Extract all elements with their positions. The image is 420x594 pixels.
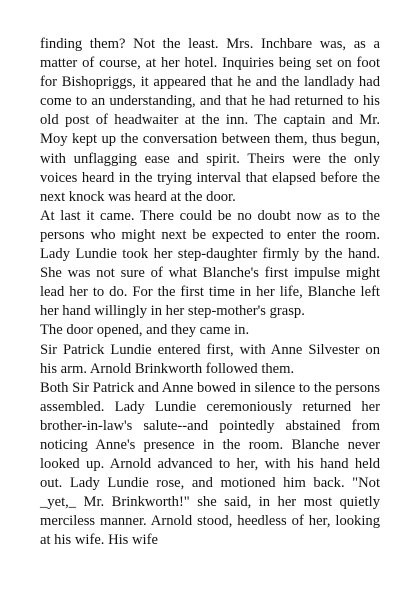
paragraph-4: Sir Patrick Lundie entered first, with Anne Silvester on his arm. Arnold Brinkworth followed them. [40,341,380,377]
paragraph-5: Both Sir Patrick and Anne bowed in silence to the persons assembled. Lady Lundie ceremoniously returned her brother-in-law's salute--and pointedly abstained from noticing Anne's presence in the room. Blanche never looked up. Arnold advanced to her, with his hand held out. Lady Lundie rose, and motioned him back. "Not _yet,_ Mr. Brinkworth!" she said, in her most quietly merciless manner. Arnold stood, heedless of her, looking at his wife. His wife [40,379,380,549]
paragraph-1: finding them? Not the least. Mrs. Inchbare was, as a matter of course, at her hotel. Inquiries being set on foot for Bishopriggs, it appeared that he and the landlady had come to an understanding, and that he had returned to his old post of headwaiter at the inn. The captain and Mr. Moy kept up the conversation between them, thus begun, with unflagging ease and spirit. Theirs were the only voices heard in the trying interval that elapsed before the next knock was heard at the door. [40,36,380,205]
paragraph-2: At last it came. There could be no doubt now as to the persons who might next be expected to enter the room. Lady Lundie took her step-daughter firmly by the hand. She was not sure of what Blanche's first impulse might lead her to do. For the first time in her life, Blanche left her hand willingly in her step-mother's grasp. [40,207,380,320]
document-page [40,35,380,551]
paragraph-3: The door opened, and they came in. [40,322,250,339]
